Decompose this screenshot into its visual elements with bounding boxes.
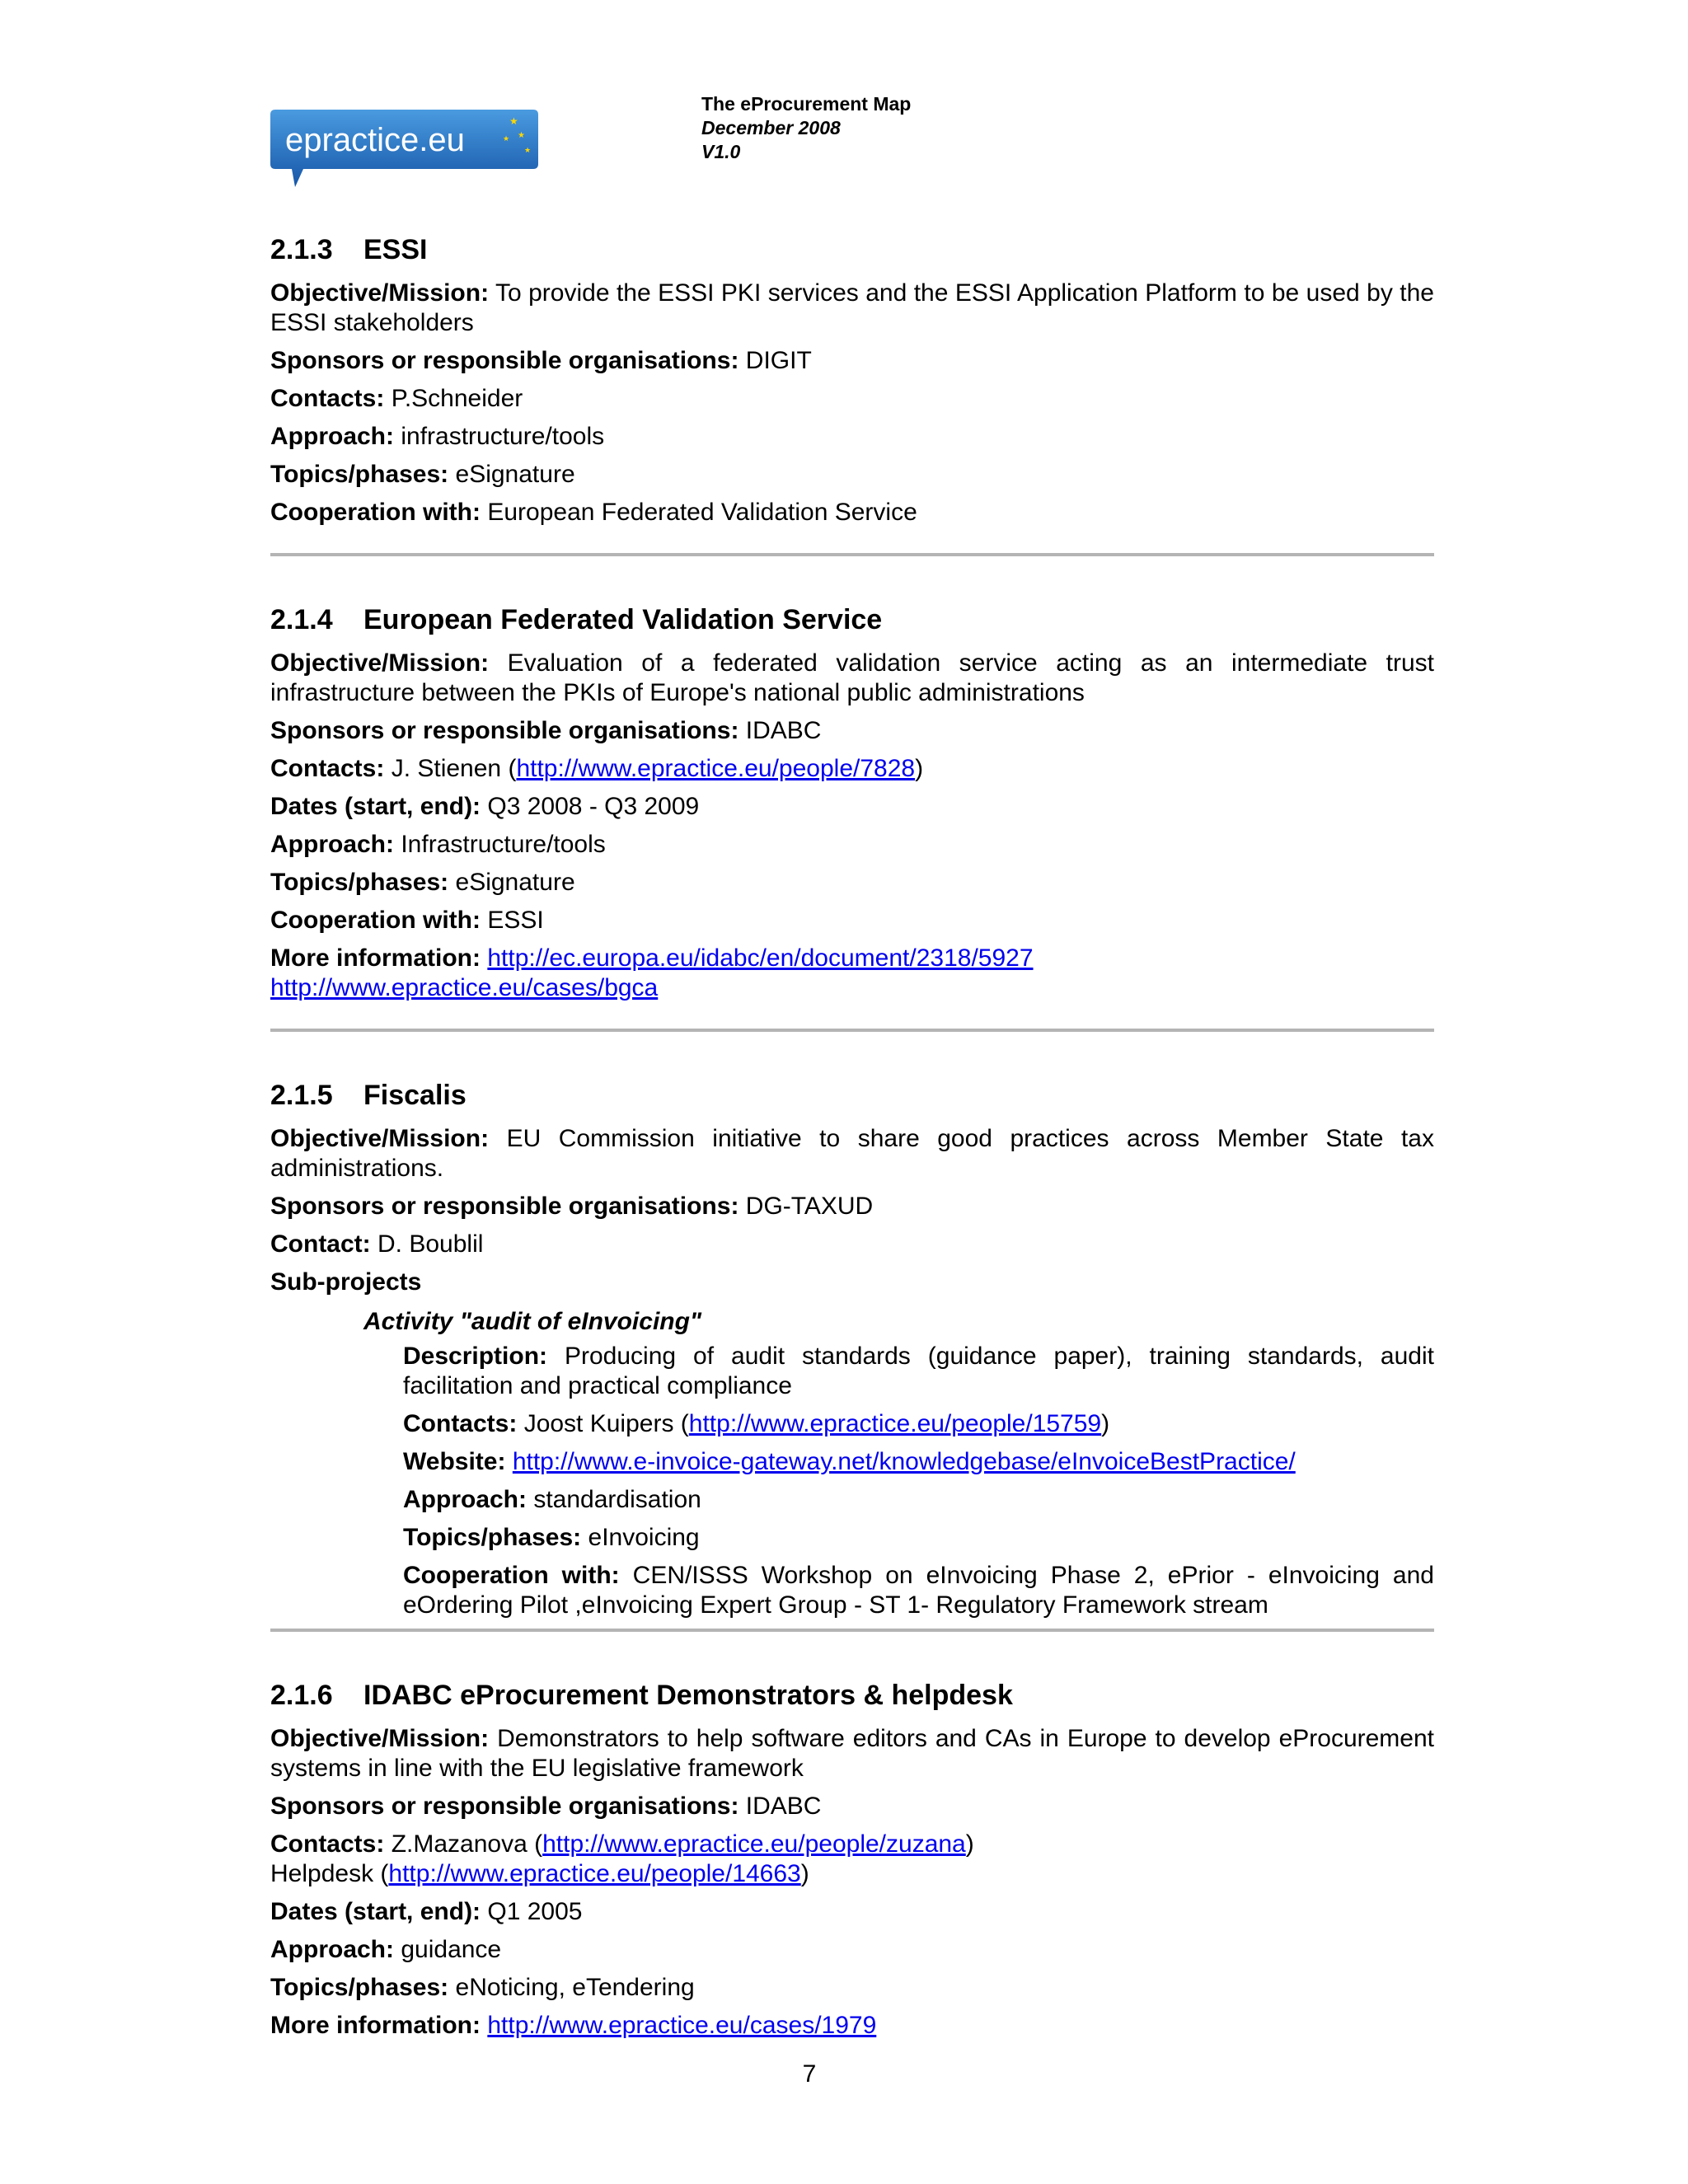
activity-title: Activity "audit of eInvoicing" (363, 1308, 702, 1335)
contacts-field: Contacts: J. Stienen (http://www.epractice.eu/people/7828) (270, 755, 924, 782)
section-essi (270, 231, 1434, 527)
approach-field: Approach: guidance (270, 1936, 502, 1963)
cooperation-field: Cooperation with: CEN/ISSS Workshop on eInvoicing Phase 2, ePrior - eInvoicing and eOrdering Pilot ,eInvoicing Expert Group - ST 1- Regulatory Framework stream (403, 1562, 1434, 1619)
section-idabc (270, 1676, 1434, 2041)
approach-field: Approach: infrastructure/tools (270, 423, 605, 450)
cooperation-field: Cooperation with: European Federated Validation Service (270, 499, 917, 526)
contact-link[interactable]: http://www.epractice.eu/people/7828 (516, 755, 916, 782)
header-version: V1.0 (701, 141, 741, 162)
section-heading: 2.1.4 European Federated Validation Service (270, 604, 883, 635)
website-link[interactable]: http://www.e-invoice-gateway.net/knowledgebase/eInvoiceBestPractice/ (512, 1448, 1296, 1475)
contacts-field: Contacts: Z.Mazanova (http://www.epractice.eu/people/zuzana) Helpdesk (http://www.epractice.eu/people/14663) (270, 1830, 974, 1887)
topics-field: Topics/phases: eSignature (270, 461, 575, 488)
more-info-field: More information: http://ec.europa.eu/idabc/en/document/2318/5927 http://www.epractice.eu/cases/bgca (270, 944, 1034, 1001)
helpdesk-link[interactable]: http://www.epractice.eu/people/14663 (388, 1860, 801, 1887)
header-title: The eProcurement Map (701, 93, 912, 115)
section-fiscalis (270, 1076, 1434, 1620)
subprojects-heading: Sub-projects (270, 1268, 422, 1296)
website-field: Website: http://www.e-invoice-gateway.net/knowledgebase/eInvoiceBestPractice/ (403, 1448, 1296, 1475)
topics-field: Topics/phases: eSignature (270, 869, 575, 896)
contact-link[interactable]: http://www.epractice.eu/people/zuzana (542, 1830, 966, 1858)
sponsors-field: Sponsors or responsible organisations: IDABC (270, 717, 822, 744)
topics-field: Topics/phases: eNoticing, eTendering (270, 1974, 695, 2001)
sponsors-field: Sponsors or responsible organisations: IDABC (270, 1793, 822, 1820)
approach-field: Approach: standardisation (403, 1486, 701, 1513)
description-field: Description: Producing of audit standards (guidance paper), training standards, audit facilitation and practical compliance (403, 1343, 1434, 1399)
section-divider (270, 1629, 1434, 1632)
more-info-link[interactable]: http://ec.europa.eu/idabc/en/document/2318/5927 (487, 944, 1034, 972)
svg-text:★: ★ (518, 131, 525, 140)
contacts-field: Contacts: P.Schneider (270, 385, 523, 412)
sponsors-field: Sponsors or responsible organisations: DIGIT (270, 347, 812, 374)
topics-field: Topics/phases: eInvoicing (403, 1524, 700, 1551)
svg-text:★: ★ (503, 134, 510, 143)
svg-text:★: ★ (509, 115, 518, 127)
dates-field: Dates (start, end): Q1 2005 (270, 1898, 583, 1925)
section-divider (270, 1029, 1434, 1032)
more-info-link[interactable]: http://www.epractice.eu/cases/1979 (487, 2012, 877, 2039)
svg-text:epractice.eu: epractice.eu (285, 122, 465, 158)
contacts-field: Contacts: Joost Kuipers (http://www.epractice.eu/people/15759) (403, 1410, 1110, 1437)
section-heading: 2.1.3 ESSI (270, 234, 428, 265)
section-divider (270, 553, 1434, 556)
document-content (270, 231, 1434, 2041)
more-info-link[interactable]: http://www.epractice.eu/cases/bgca (270, 974, 659, 1001)
objective-field: Objective/Mission: Demonstrators to help software editors and CAs in Europe to develop eProcurement systems in line with the EU legislative framework (270, 1725, 1435, 1782)
contact-field: Contact: D. Boublil (270, 1230, 484, 1258)
objective-field: Objective/Mission: EU Commission initiative to share good practices across Member State tax administrations. (270, 1125, 1434, 1182)
subproject (363, 1307, 1434, 1620)
dates-field: Dates (start, end): Q3 2008 - Q3 2009 (270, 793, 700, 820)
page-number: 7 (802, 2060, 817, 2088)
section-efvs (270, 601, 1434, 1003)
epractice-logo (270, 110, 538, 189)
activity-fields (403, 1342, 1434, 1620)
document-header (701, 92, 911, 164)
objective-field: Objective/Mission: Evaluation of a federated validation service acting as an intermediate trust infrastructure between the PKIs of Europe's national public administrations (270, 649, 1434, 706)
objective-field: Objective/Mission: To provide the ESSI PKI services and the ESSI Application Platform to be used by the ESSI stakeholders (270, 279, 1434, 336)
section-heading: 2.1.6 IDABC eProcurement Demonstrators & helpdesk (270, 1680, 1013, 1711)
section-heading: 2.1.5 Fiscalis (270, 1080, 467, 1111)
sponsors-field: Sponsors or responsible organisations: DG-TAXUD (270, 1193, 874, 1220)
more-info-field: More information: http://www.epractice.eu/cases/1979 (270, 2012, 877, 2039)
approach-field: Approach: Infrastructure/tools (270, 831, 606, 858)
svg-text:★: ★ (524, 146, 532, 154)
header-date: December 2008 (701, 117, 841, 138)
cooperation-field: Cooperation with: ESSI (270, 907, 544, 934)
contact-link[interactable]: http://www.epractice.eu/people/15759 (688, 1410, 1102, 1437)
